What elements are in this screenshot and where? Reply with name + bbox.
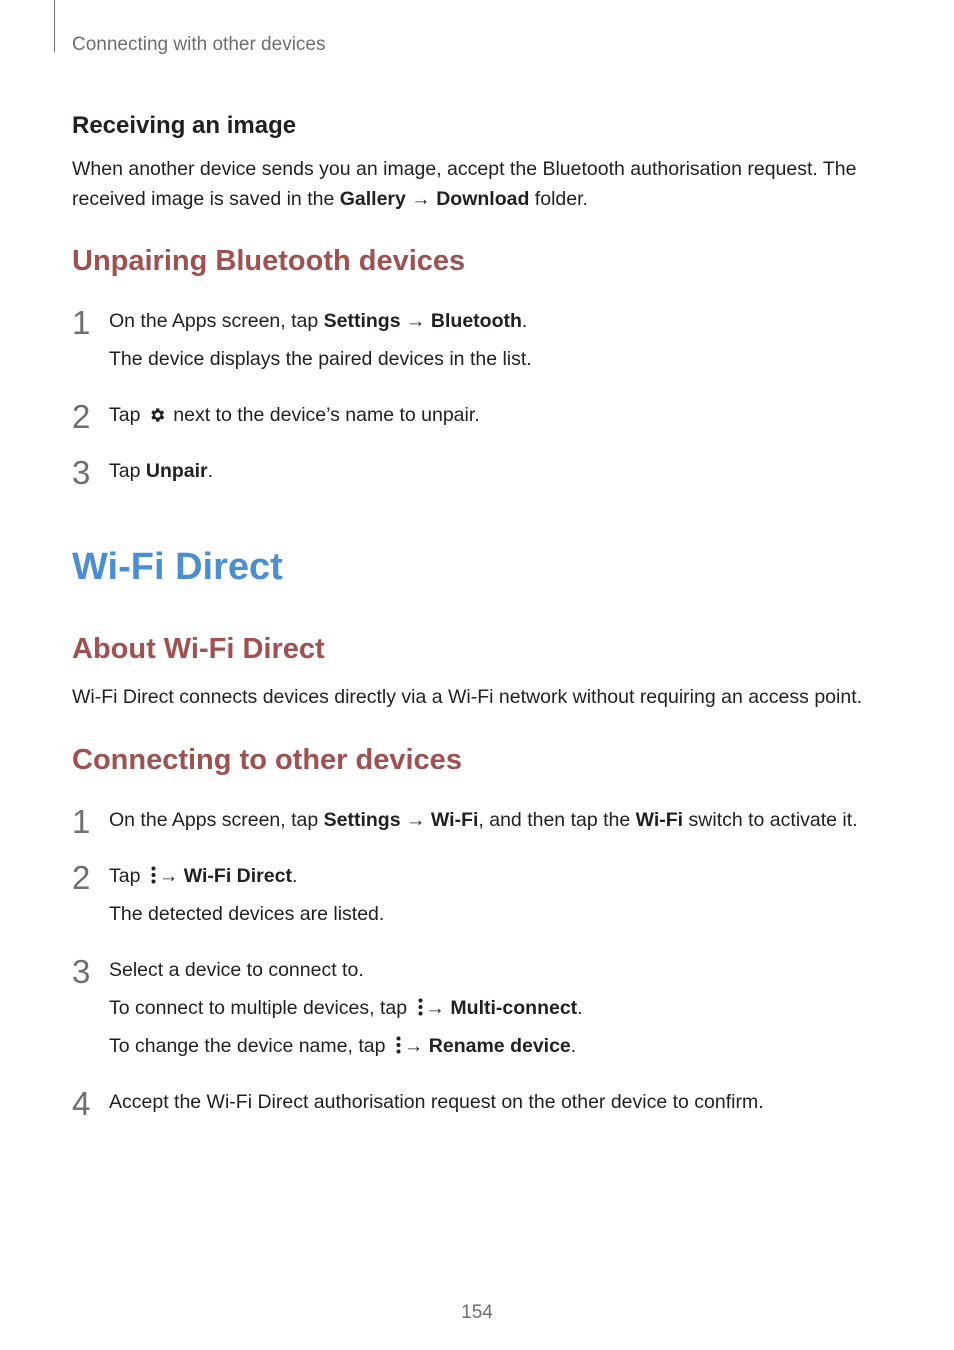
more-options-icon bbox=[396, 1036, 401, 1054]
step-number: 3 bbox=[72, 953, 91, 990]
unpair-label: Unpair bbox=[145, 460, 208, 482]
step-number: 2 bbox=[72, 859, 91, 896]
unpair-step-3-text bbox=[109, 460, 213, 483]
more-options-icon bbox=[418, 998, 423, 1016]
gear-icon bbox=[148, 406, 166, 430]
about-wifi-direct-text: Wi-Fi Direct connects devices directly via a Wi-Fi network without requiring an access point. bbox=[72, 686, 863, 708]
connect-step-4-text: Accept the Wi-Fi Direct authorisation request on the other device to confirm. bbox=[109, 1091, 764, 1113]
page-number: 154 bbox=[461, 1302, 493, 1323]
arrow: → bbox=[406, 310, 426, 332]
connect-step-2-text bbox=[109, 865, 297, 888]
connect-step-2-note: The detected devices are listed. bbox=[109, 903, 385, 925]
rename-device-label: Rename device bbox=[428, 1035, 571, 1057]
multi-connect-label: Multi-connect bbox=[450, 997, 578, 1019]
step-number: 4 bbox=[72, 1085, 91, 1122]
settings-label: Settings bbox=[323, 310, 401, 332]
about-wifi-direct-title: About Wi-Fi Direct bbox=[72, 633, 325, 665]
step-text-post: . bbox=[291, 865, 298, 887]
note-text-post: . bbox=[577, 997, 583, 1019]
note-text-post: . bbox=[570, 1035, 577, 1057]
arrow: → bbox=[411, 188, 431, 210]
wifi-direct-title: Wi-Fi Direct bbox=[72, 546, 283, 588]
step-text-pre: Tap bbox=[109, 460, 146, 482]
step-text-post: . bbox=[207, 460, 214, 482]
step-text-post: switch to activate it. bbox=[683, 809, 858, 831]
arrow: → bbox=[403, 1035, 424, 1057]
connect-step-3-text: Select a device to connect to. bbox=[109, 959, 364, 981]
more-options-icon bbox=[151, 866, 156, 884]
step-text-post: . bbox=[521, 310, 528, 332]
step-number: 2 bbox=[72, 398, 91, 435]
unpairing-section-title: Unpairing Bluetooth devices bbox=[72, 245, 466, 277]
note-text-pre: To connect to multiple devices, tap bbox=[109, 997, 413, 1019]
connect-step-3-note-multi bbox=[109, 997, 583, 1020]
step-text-mid: , and then tap the bbox=[478, 809, 636, 831]
step-text-pre: Tap bbox=[109, 865, 146, 887]
arrow: → bbox=[158, 865, 179, 887]
unpair-step-2-text bbox=[109, 404, 480, 430]
step-number: 3 bbox=[72, 454, 91, 491]
receiving-text-1: When another device sends you an image, accept the Bluetooth authorisation request. The received image is saved in the bbox=[72, 158, 857, 210]
wifi-direct-label: Wi-Fi Direct bbox=[183, 865, 292, 887]
step-text-pre: On the Apps screen, tap bbox=[109, 809, 324, 831]
step-number: 1 bbox=[72, 803, 91, 840]
step-text-pre: On the Apps screen, tap bbox=[109, 310, 324, 332]
bluetooth-label: Bluetooth bbox=[430, 310, 522, 332]
gallery-label: Gallery bbox=[339, 188, 406, 210]
download-label: Download bbox=[436, 188, 530, 210]
receiving-image-title: Receiving an image bbox=[72, 112, 297, 139]
step-text-pre: Tap bbox=[109, 404, 146, 426]
step-text-post: next to the device’s name to unpair. bbox=[167, 404, 480, 426]
unpair-step-1-text bbox=[109, 310, 527, 333]
arrow: → bbox=[406, 809, 426, 831]
connect-step-1-text bbox=[109, 809, 858, 832]
margin-rule bbox=[54, 0, 55, 52]
arrow: → bbox=[425, 997, 445, 1019]
wifi-label: Wi-Fi bbox=[430, 809, 479, 831]
connect-step-3-note-rename bbox=[109, 1035, 576, 1058]
connecting-section-title: Connecting to other devices bbox=[72, 744, 462, 776]
unpair-step-1-note: The device displays the paired devices in the list. bbox=[109, 348, 532, 370]
step-number: 1 bbox=[72, 304, 91, 341]
note-text-pre: To change the device name, tap bbox=[109, 1035, 391, 1057]
settings-label: Settings bbox=[323, 809, 401, 831]
receiving-text-2: folder. bbox=[529, 188, 588, 210]
receiving-image-paragraph bbox=[72, 154, 872, 214]
running-head: Connecting with other devices bbox=[72, 34, 326, 55]
wifi-switch-label: Wi-Fi bbox=[635, 809, 684, 831]
